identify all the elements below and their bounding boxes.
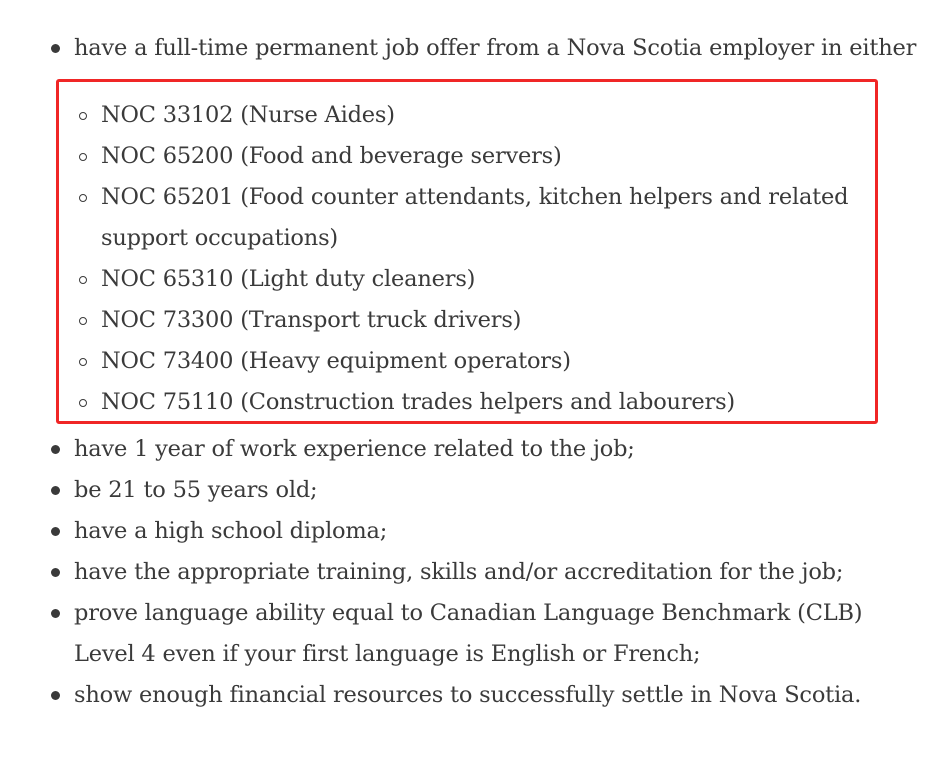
noc-text: NOC 73300 (Transport truck drivers) xyxy=(101,307,522,333)
noc-text: NOC 73400 (Heavy equipment operators) xyxy=(101,348,571,374)
requirement-work-experience xyxy=(48,429,908,470)
requirement-text: have the appropriate training, skills and/or accreditation for the job; xyxy=(74,559,844,585)
noc-item xyxy=(75,136,875,177)
noc-text: NOC 65201 (Food counter attendants, kitchen helpers and related support occupations) xyxy=(101,184,849,251)
requirement-education xyxy=(48,511,908,552)
bullet-disc-icon xyxy=(51,568,60,577)
requirement-text: have a full-time permanent job offer from a Nova Scotia employer in either xyxy=(74,35,917,61)
requirements-list xyxy=(48,28,917,716)
bullet-disc-icon xyxy=(51,691,60,700)
bullet-circle-icon xyxy=(79,358,87,366)
noc-item xyxy=(75,177,876,259)
noc-list-container xyxy=(48,79,908,424)
requirement-text: be 21 to 55 years old; xyxy=(74,477,318,503)
noc-list xyxy=(75,95,875,423)
noc-text: NOC 33102 (Nurse Aides) xyxy=(101,102,395,128)
bullet-disc-icon xyxy=(51,609,60,618)
bullet-circle-icon xyxy=(79,112,87,120)
requirement-training xyxy=(48,552,908,593)
noc-text: NOC 65310 (Light duty cleaners) xyxy=(101,266,476,292)
noc-text: NOC 65200 (Food and beverage servers) xyxy=(101,143,562,169)
requirement-text: prove language ability equal to Canadian Language Benchmark (CLB) Level 4 even if your first language is English or French; xyxy=(74,600,863,667)
noc-item xyxy=(75,259,875,300)
noc-item xyxy=(75,341,875,382)
noc-item xyxy=(75,382,875,423)
requirement-text: have 1 year of work experience related to the job; xyxy=(74,436,635,462)
requirement-text: show enough financial resources to successfully settle in Nova Scotia. xyxy=(74,682,862,708)
bullet-circle-icon xyxy=(79,153,87,161)
bullet-disc-icon xyxy=(51,486,60,495)
noc-item xyxy=(75,300,875,341)
noc-highlight-box xyxy=(56,79,878,424)
bullet-disc-icon xyxy=(51,527,60,536)
bullet-circle-icon xyxy=(79,399,87,407)
requirement-age xyxy=(48,470,908,511)
bullet-circle-icon xyxy=(79,276,87,284)
requirement-job-offer xyxy=(48,28,917,69)
noc-item xyxy=(75,95,875,136)
bullet-circle-icon xyxy=(79,194,87,202)
noc-text: NOC 75110 (Construction trades helpers and labourers) xyxy=(101,389,735,415)
requirement-text: have a high school diploma; xyxy=(74,518,388,544)
requirement-language xyxy=(48,593,894,675)
bullet-circle-icon xyxy=(79,317,87,325)
bullet-disc-icon xyxy=(51,44,60,53)
bullet-disc-icon xyxy=(51,445,60,454)
requirement-financial xyxy=(48,675,908,716)
